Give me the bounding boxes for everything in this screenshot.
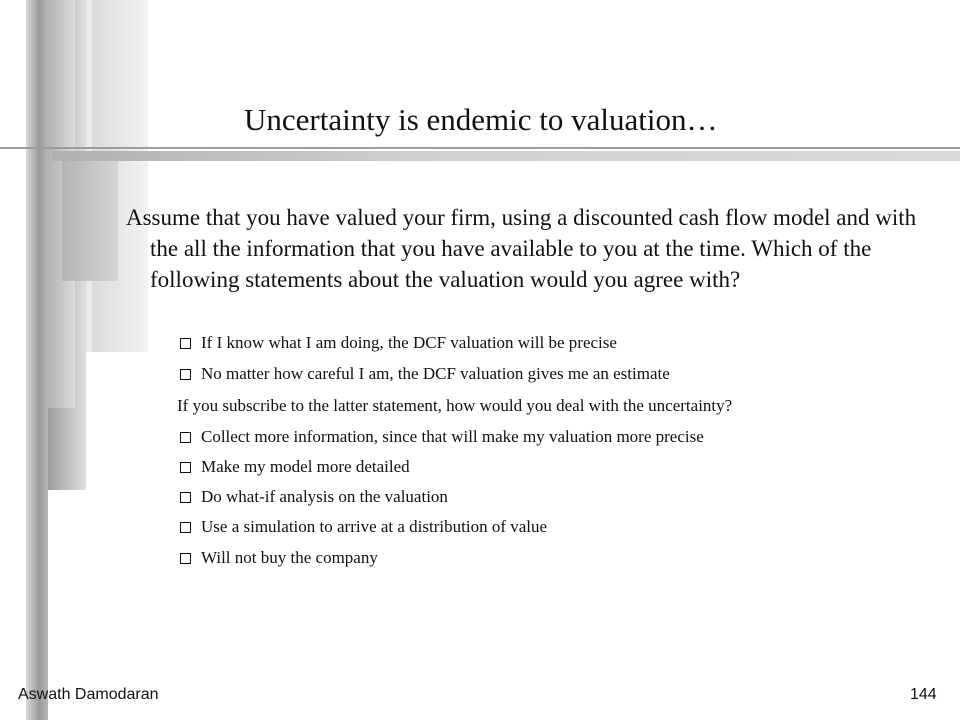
option-item <box>180 456 410 478</box>
option-item <box>180 547 378 569</box>
option-label: Do what-if analysis on the valuation <box>201 487 448 506</box>
option-item <box>180 486 448 508</box>
slide-title: Uncertainty is endemic to valuation… <box>244 102 718 137</box>
intro-question: Assume that you have valued your firm, using a discounted cash flow model and with the all the information that you have available to you at the time. Which of the following statements about the valuation would you agree with? <box>126 205 917 292</box>
checkbox-icon <box>180 369 191 380</box>
option-item <box>180 363 670 385</box>
option-item <box>180 426 704 448</box>
page-number: 144 <box>910 686 937 703</box>
option-label: Make my model more detailed <box>201 457 410 476</box>
option-label: Collect more information, since that will make my valuation more precise <box>201 427 704 446</box>
decorative-bar <box>26 0 48 720</box>
title-divider-bar <box>52 151 960 161</box>
checkbox-icon <box>180 522 191 533</box>
title-divider-line <box>0 147 960 149</box>
follow-up-question: If you subscribe to the latter statement, how would you deal with the uncertainty? <box>177 396 733 415</box>
checkbox-icon <box>180 462 191 473</box>
footer-author: Aswath Damodaran <box>18 686 159 703</box>
option-label: Use a simulation to arrive at a distribution of value <box>201 517 548 536</box>
decorative-bar <box>62 155 118 281</box>
option-item <box>180 516 547 538</box>
checkbox-icon <box>180 492 191 503</box>
checkbox-icon <box>180 432 191 443</box>
option-label: If I know what I am doing, the DCF valuation will be precise <box>201 333 617 352</box>
option-label: Will not buy the company <box>201 548 378 567</box>
checkbox-icon <box>180 338 191 349</box>
option-label: No matter how careful I am, the DCF valuation gives me an estimate <box>201 364 670 383</box>
checkbox-icon <box>180 553 191 564</box>
option-item <box>180 332 617 354</box>
